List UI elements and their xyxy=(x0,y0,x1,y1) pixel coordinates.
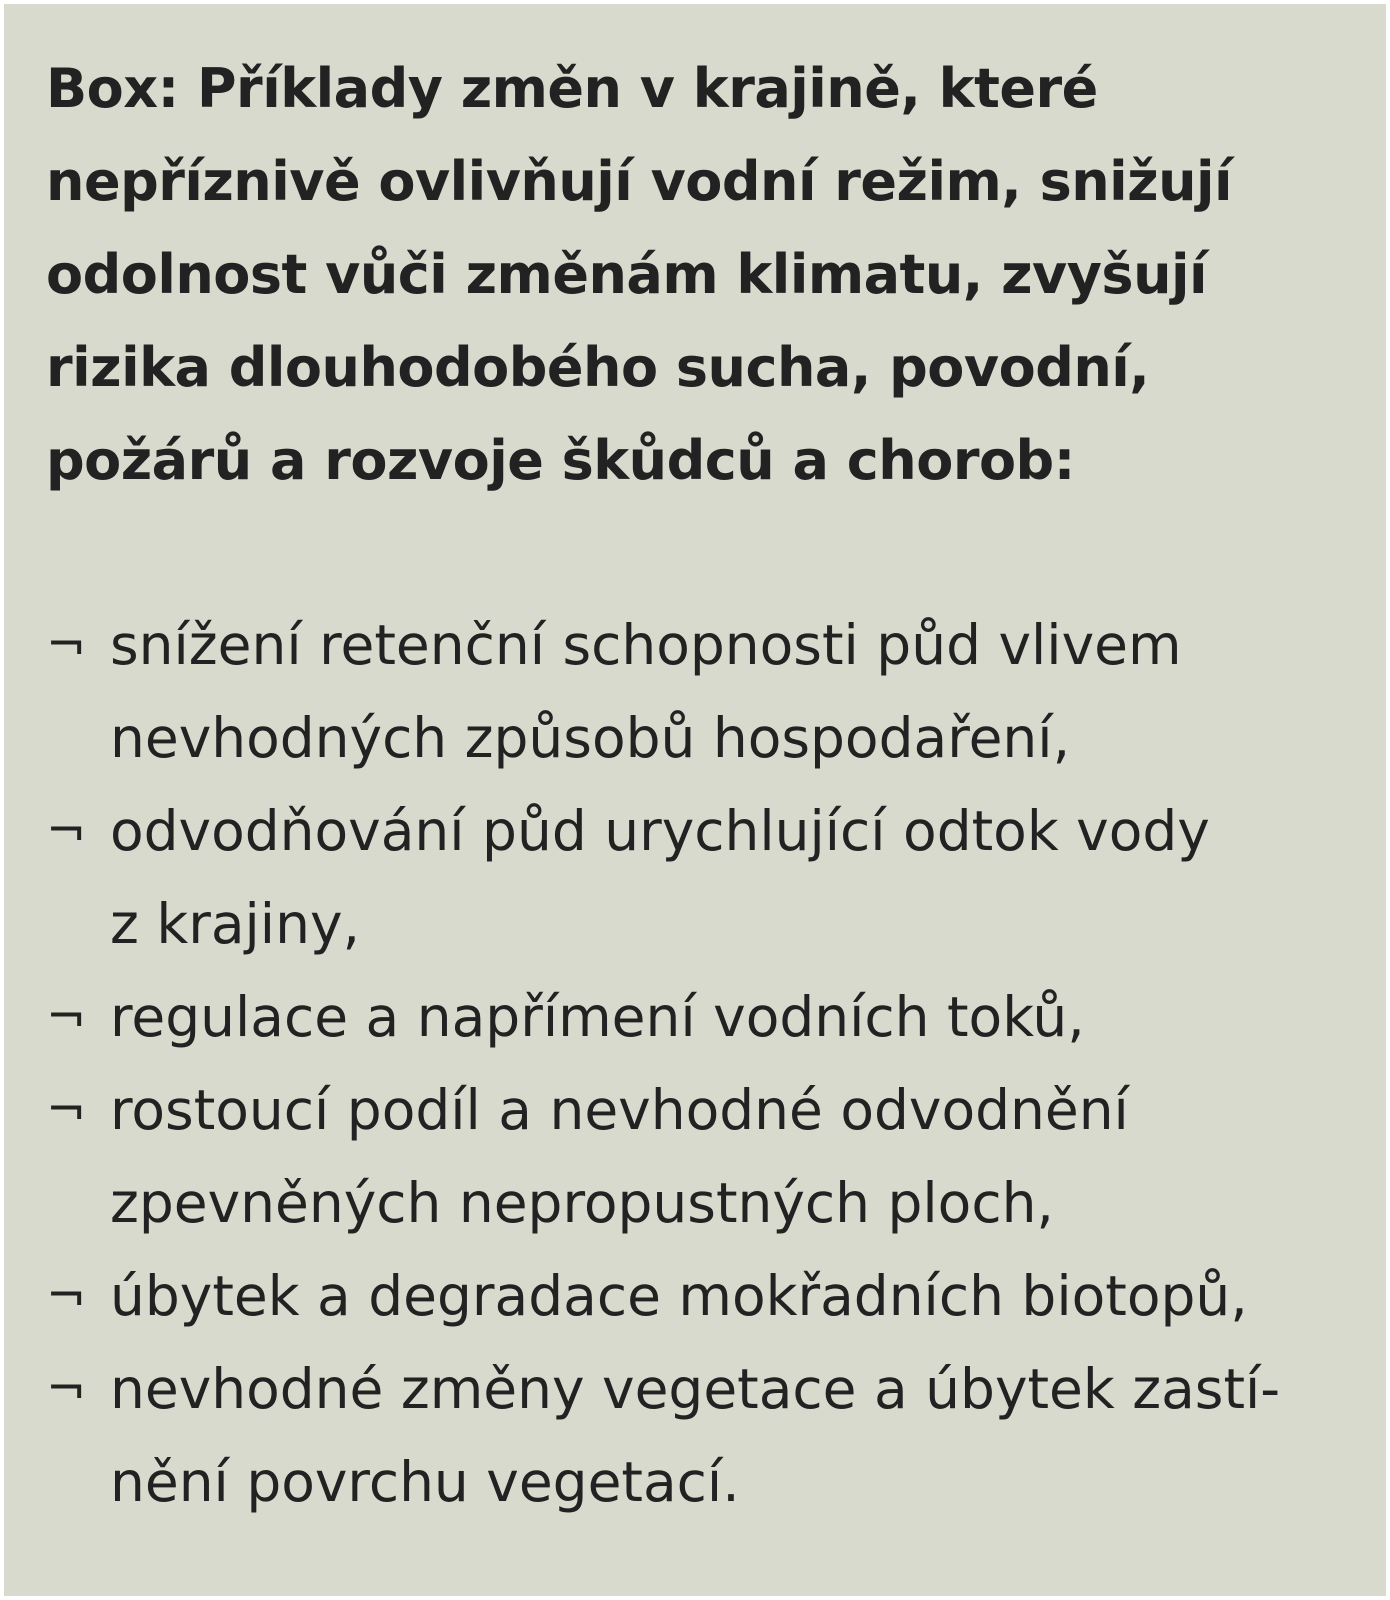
bullet-marker-icon: ¬ xyxy=(46,989,87,1045)
box-title-line: rizika dlouhodobého sucha, povodní, xyxy=(46,336,1150,399)
list-item-line: úbytek a degradace mokřadních biotopů, xyxy=(110,1264,1248,1328)
bullet-marker-icon: ¬ xyxy=(46,803,87,859)
bullet-marker-icon: ¬ xyxy=(46,1268,87,1324)
list-item xyxy=(46,599,1346,785)
list-item xyxy=(46,1064,1346,1250)
list-item-line: odvodňování půd urychlující odtok vody xyxy=(110,799,1210,863)
bullet-marker-icon: ¬ xyxy=(46,1082,87,1138)
list-item xyxy=(46,785,1346,971)
box-title-line: odolnost vůči změnám klimatu, zvyšují xyxy=(46,243,1208,306)
list-item xyxy=(46,1343,1346,1529)
bullet-marker-icon: ¬ xyxy=(46,617,87,673)
list-item-line: zpevněných nepropustných ploch, xyxy=(110,1171,1054,1235)
info-box xyxy=(4,4,1386,1596)
bullet-list xyxy=(46,599,1346,1529)
list-item-line: nevhodné změny vegetace a úbytek zastí- xyxy=(110,1357,1281,1421)
list-item xyxy=(46,971,1346,1064)
list-item-line: z krajiny, xyxy=(110,892,360,956)
box-title-line: požárů a rozvoje škůdců a chorob: xyxy=(46,429,1075,492)
list-item-line: nění povrchu vegetací. xyxy=(110,1450,740,1514)
bullet-marker-icon: ¬ xyxy=(46,1361,87,1417)
list-item-line: rostoucí podíl a nevhodné odvodnění xyxy=(110,1078,1129,1142)
list-item-line: nevhodných způsobů hospodaření, xyxy=(110,706,1071,770)
list-item-line: snížení retenční schopnosti půd vlivem xyxy=(110,613,1182,677)
box-title-line: nepříznivě ovlivňují vodní režim, snižují xyxy=(46,150,1233,213)
box-title xyxy=(46,42,1306,507)
list-item-line: regulace a napřímení vodních toků, xyxy=(110,985,1085,1049)
list-item xyxy=(46,1250,1346,1343)
box-title-line: Box: Příklady změn v krajině, které xyxy=(46,57,1098,120)
